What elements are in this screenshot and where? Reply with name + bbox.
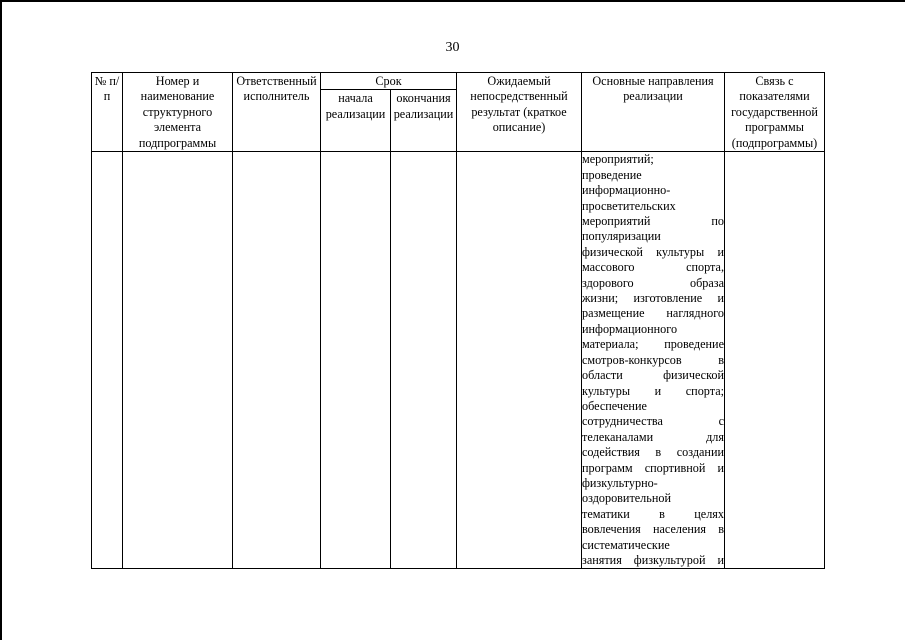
- program-table: [91, 72, 825, 569]
- page-number: 30: [445, 40, 460, 55]
- directions-line: размещение наглядного: [582, 306, 724, 321]
- header-number: № п/п: [92, 73, 123, 152]
- header-executor: Ответственный исполнитель: [233, 73, 321, 152]
- directions-line: массового спорта,: [582, 260, 724, 275]
- header-main-directions: Основные направления реализации: [582, 73, 725, 152]
- directions-line: телеканалами для: [582, 429, 724, 444]
- directions-line: проведение: [582, 167, 642, 182]
- directions-line: смотров-конкурсов в: [582, 352, 724, 367]
- cell-term-end: [391, 152, 457, 569]
- directions-line: оздоровительной: [582, 491, 671, 506]
- directions-line: материала; проведение: [582, 337, 724, 352]
- directions-line: здорового образа: [582, 275, 724, 290]
- directions-line: культуры и спорта;: [582, 383, 724, 398]
- cell-element-name: [123, 152, 233, 569]
- header-term-start: начала реализации: [321, 90, 391, 152]
- directions-line: физической культуры и: [582, 244, 724, 259]
- cell-term-start: [321, 152, 391, 569]
- page-border-top: [0, 0, 905, 2]
- directions-line: занятия физкультурой и: [582, 552, 724, 567]
- directions-line: просветительских: [582, 198, 676, 213]
- header-program-link: Связь с показателями государственной программы (подпрограммы): [725, 73, 825, 152]
- directions-line: систематические: [582, 537, 670, 552]
- header-expected-result: Ожидаемый непосредственный результат (краткое описание): [457, 73, 582, 152]
- directions-line: популяризации: [582, 229, 661, 244]
- directions-line: программ спортивной и: [582, 460, 724, 475]
- header-term: Срок: [321, 73, 457, 90]
- cell-expected-result: [457, 152, 582, 569]
- directions-line: мероприятий по: [582, 214, 724, 229]
- directions-line: области физической: [582, 368, 724, 383]
- directions-line: мероприятий;: [582, 152, 654, 167]
- header-term-end: окончания реализации: [391, 90, 457, 152]
- cell-program-link: [725, 152, 825, 569]
- cell-number: [92, 152, 123, 569]
- table-row: [92, 152, 825, 569]
- directions-line: информационно-: [582, 183, 671, 198]
- header-row-1: [92, 73, 825, 90]
- header-element-name: Номер и наименование структурного элемента подпрограммы: [123, 73, 233, 152]
- directions-line: информационного: [582, 321, 678, 336]
- page-border-left: [0, 0, 2, 640]
- directions-line: обеспечение: [582, 398, 647, 413]
- directions-line: тематики в целях: [582, 506, 724, 521]
- directions-line: сотрудничества с: [582, 414, 724, 429]
- directions-line: физкультурно-: [582, 475, 658, 490]
- directions-line: вовлечения населения в: [582, 522, 724, 537]
- directions-line: содействия в создании: [582, 445, 724, 460]
- cell-executor: [233, 152, 321, 569]
- directions-line: жизни; изготовление и: [582, 291, 724, 306]
- cell-main-directions: [582, 152, 725, 569]
